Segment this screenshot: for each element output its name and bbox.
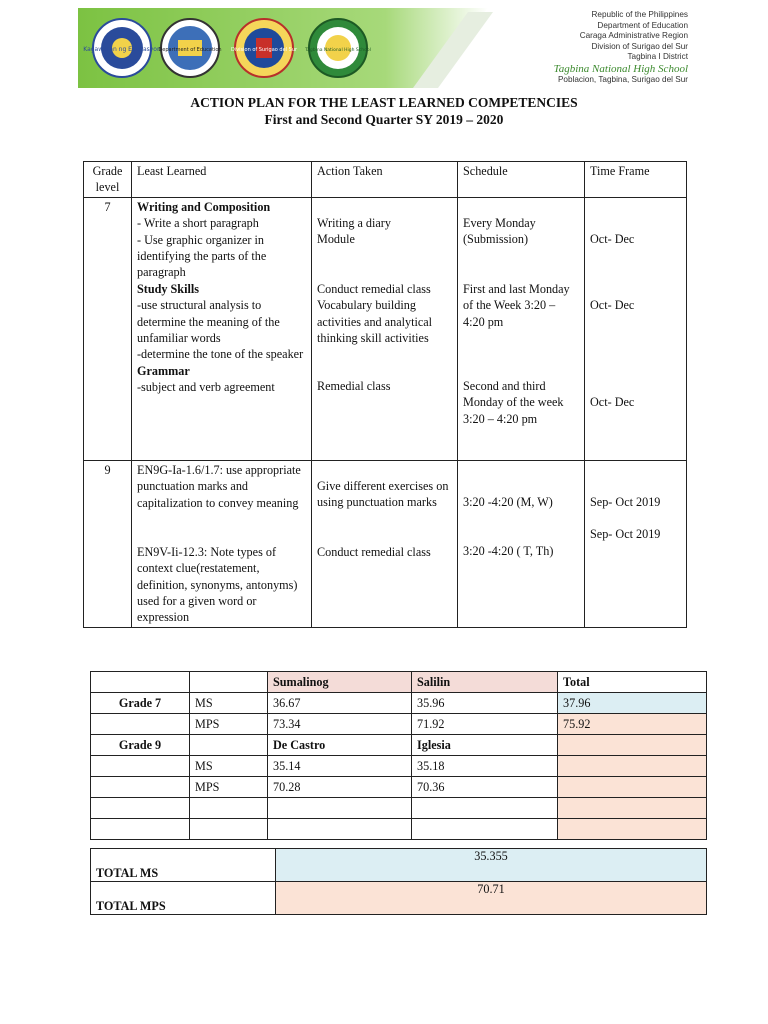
grade-7-least-learned xyxy=(132,197,312,460)
total-ms-label: TOTAL MS xyxy=(91,849,276,882)
agency-block xyxy=(468,10,688,85)
time-punctuation: Sep- Oct 2019 xyxy=(590,494,661,509)
section-grammar-text: -subject and verb agreement xyxy=(137,380,275,395)
scores-table xyxy=(90,671,707,840)
total-mps-row xyxy=(91,882,707,915)
schedule-punctuation: 3:20 -4:20 (M, W) xyxy=(463,494,553,509)
time-context-clue: Sep- Oct 2019 xyxy=(590,526,661,541)
grade-9-time-frame xyxy=(585,460,687,627)
header-least-learned: Least Learned xyxy=(132,162,312,198)
grade-7-time-frame xyxy=(585,197,687,460)
section-writing-text: - Write a short paragraph - Use graphic organizer in identifying the parts of the paragraph xyxy=(137,216,267,280)
total-mps-label: TOTAL MPS xyxy=(91,882,276,915)
agency-line-1: Republic of the Philippines xyxy=(591,10,688,19)
time-writing: Oct- Dec xyxy=(590,231,635,246)
total-ms-row xyxy=(91,849,707,882)
col-iglesia: Iglesia xyxy=(412,735,558,756)
deped-region-seal-icon xyxy=(160,18,220,78)
table-header-row xyxy=(84,162,687,198)
agency-line-3: Caraga Administrative Region xyxy=(579,31,688,40)
totals-table xyxy=(90,848,707,915)
school-name: Tagbina National High School xyxy=(553,62,688,75)
header-schedule: Schedule xyxy=(458,162,585,198)
grade-9-action-taken xyxy=(312,460,458,627)
action-context-clue: Conduct remedial class xyxy=(317,544,431,559)
school-seal-icon xyxy=(305,18,371,78)
col-salilin: Salilin xyxy=(412,672,558,693)
agency-line-5: Tagbina I District xyxy=(627,52,688,61)
table-row xyxy=(91,735,707,756)
section-writing-title: Writing and Composition xyxy=(137,199,271,214)
table-row-grade-7 xyxy=(84,197,687,460)
table-row xyxy=(91,693,707,714)
table-row-grade-9 xyxy=(84,460,687,627)
table-row xyxy=(91,819,707,840)
document-titles xyxy=(0,94,768,128)
letterhead xyxy=(78,8,688,88)
schedule-grammar: Second and third Monday of the week 3:20 – 4:20 pm xyxy=(463,378,564,426)
total-ms-value: 35.355 xyxy=(276,849,707,882)
scores-header-row xyxy=(91,672,707,693)
g7-mps-salilin: 71.92 xyxy=(412,714,558,735)
document-subtitle: First and Second Quarter SY 2019 – 2020 xyxy=(264,112,504,127)
agency-line-4: Division of Surigao del Sur xyxy=(591,41,688,51)
grade-7-label: Grade 7 xyxy=(91,693,190,714)
total-mps-value: 70.71 xyxy=(276,882,707,915)
g9-mps-de-castro: 70.28 xyxy=(268,777,412,798)
seal-1-text: Kagawaran ng Edukasyon xyxy=(83,46,161,53)
seal-4-text: Tagbina National High School xyxy=(305,48,371,53)
g7-mps-total: 75.92 xyxy=(558,714,707,735)
action-writing: Writing a diary Module xyxy=(317,215,391,247)
grade-9-cell: 9 xyxy=(84,460,132,627)
table-row xyxy=(91,714,707,735)
col-total: Total xyxy=(558,672,707,693)
header-grade-level: Grade level xyxy=(84,162,132,198)
g9-mps-iglesia: 70.36 xyxy=(412,777,558,798)
grade-7-action-taken xyxy=(312,197,458,460)
mps-label: MPS xyxy=(190,714,268,735)
header-action-taken: Action Taken xyxy=(312,162,458,198)
ms-label: MS xyxy=(190,756,268,777)
grade-7-schedule xyxy=(458,197,585,460)
g7-ms-salilin: 35.96 xyxy=(412,693,558,714)
table-row xyxy=(91,777,707,798)
seal-2-text: Department of Education xyxy=(158,47,222,53)
schedule-writing: Every Monday (Submission) xyxy=(463,215,536,247)
g7-ms-total: 37.96 xyxy=(558,693,707,714)
document-title: ACTION PLAN FOR THE LEAST LEARNED COMPETENCIES xyxy=(190,95,578,110)
table-row xyxy=(91,756,707,777)
action-grammar: Remedial class xyxy=(317,378,391,393)
grade-7-cell: 7 xyxy=(84,197,132,460)
agency-line-2: Department of Education xyxy=(597,20,688,30)
deped-seal-icon xyxy=(83,18,161,78)
competency-context-clue: EN9V-Ii-12.3: Note types of context clue(restatement, definition, synonyms, antonyms) used for a given word or expression xyxy=(137,544,298,625)
school-address: Poblacion, Tagbina, Surigao del Sur xyxy=(557,74,688,84)
action-punctuation: Give different exercises on using punctuation marks xyxy=(317,478,449,510)
grade-9-label: Grade 9 xyxy=(91,735,190,756)
header-time-frame: Time Frame xyxy=(585,162,687,198)
g9-ms-iglesia: 35.18 xyxy=(412,756,558,777)
grade-9-schedule xyxy=(458,460,585,627)
division-seal-icon xyxy=(230,18,298,78)
g7-mps-sumalinog: 73.34 xyxy=(268,714,412,735)
schedule-context-clue: 3:20 -4:20 ( T, Th) xyxy=(463,543,554,558)
section-study-title: Study Skills xyxy=(137,281,199,296)
g7-ms-sumalinog: 36.67 xyxy=(268,693,412,714)
time-grammar: Oct- Dec xyxy=(590,394,635,409)
col-sumalinog: Sumalinog xyxy=(268,672,412,693)
ms-label: MS xyxy=(190,693,268,714)
grade-9-least-learned xyxy=(132,460,312,627)
schedule-study: First and last Monday of the Week 3:20 – 4:20 pm xyxy=(463,281,570,329)
action-study: Conduct remedial class Vocabulary building activities and analytical thinking skill activities xyxy=(317,281,433,346)
mps-label: MPS xyxy=(190,777,268,798)
competency-punctuation: EN9G-Ia-1.6/1.7: use appropriate punctuation marks and capitalization to convey meaning xyxy=(137,462,301,510)
col-de-castro: De Castro xyxy=(268,735,412,756)
g9-ms-de-castro: 35.14 xyxy=(268,756,412,777)
action-plan-table xyxy=(83,161,687,628)
time-study: Oct- Dec xyxy=(590,297,635,312)
section-grammar-title: Grammar xyxy=(137,363,190,378)
seal-3-text: Division of Surigao del Sur xyxy=(230,47,298,53)
section-study-text: -use structural analysis to determine the meaning of the unfamiliar words -determine the tone of the speaker xyxy=(137,298,304,362)
table-row xyxy=(91,798,707,819)
